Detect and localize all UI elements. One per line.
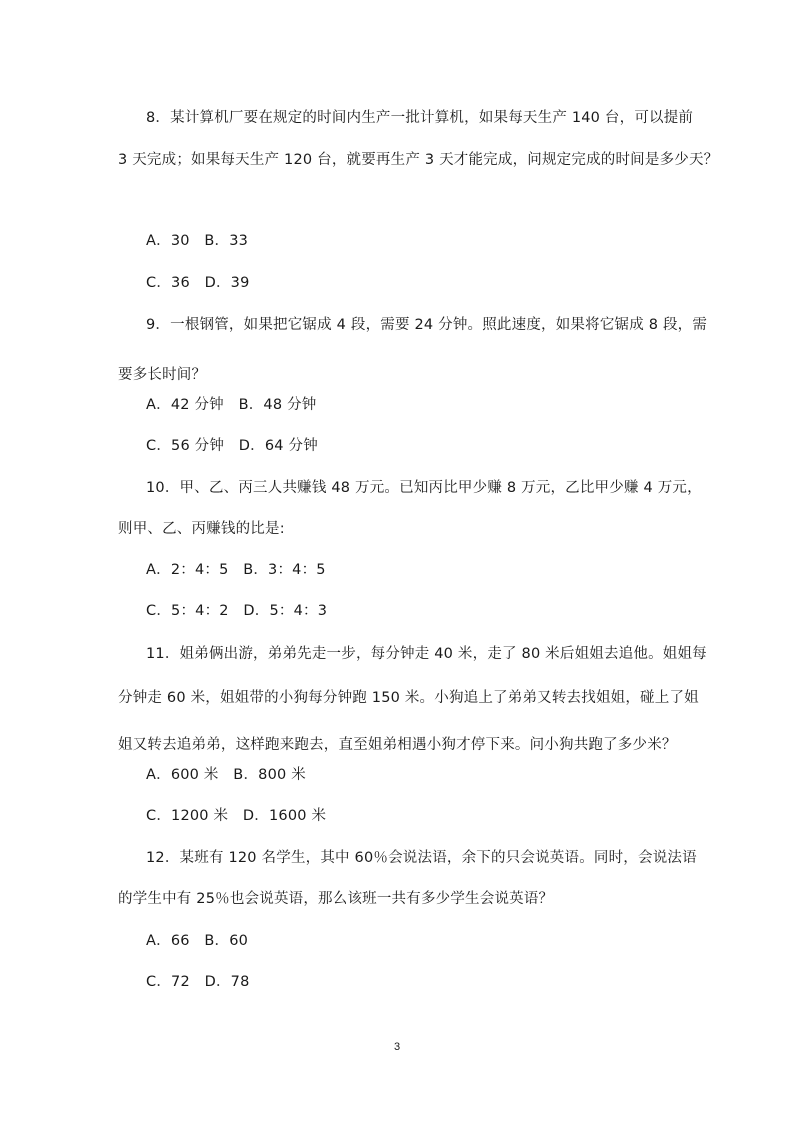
question-8-stem-line-1: 8．某计算机厂要在规定的时间内生产一批计算机，如果每天生产 140 台，可以提前: [146, 110, 694, 126]
question-12-options-row-1: A．66 B．60: [146, 933, 249, 949]
question-12-options-row-2: C．72 D．78: [146, 974, 250, 990]
question-11-stem-line-2: 分钟走 60 米，姐姐带的小狗每分钟跑 150 米。小狗追上了弟弟又转去找姐姐，碰上了姐: [118, 690, 699, 706]
question-8-options-row-2: C．36 D．39: [146, 275, 250, 291]
page-number: 3: [393, 1041, 401, 1053]
question-10-options-row-1: A．2：4：5 B．3：4：5: [146, 562, 326, 578]
question-11-options-row-1: A．600 米 B．800 米: [146, 767, 306, 783]
question-10-options-row-2: C．5：4：2 D．5：4：3: [146, 603, 328, 619]
question-9-options-row-2: C．56 分钟 D．64 分钟: [146, 438, 318, 454]
question-12-stem-line-2: 的学生中有 25％也会说英语，那么该班一共有多少学生会说英语？: [118, 891, 554, 907]
question-8-stem-line-2: 3 天完成；如果每天生产 120 台，就要再生产 3 天才能完成，问规定完成的时间是多少天？: [118, 152, 719, 168]
question-8-options-row-1: A．30 B．33: [146, 233, 249, 249]
question-11-stem-line-3: 姐又转去追弟弟，这样跑来跑去，直至姐弟相遇小狗才停下来。问小狗共跑了多少米？: [118, 737, 677, 753]
question-10-stem-line-1: 10．甲、乙、丙三人共赚钱 48 万元。已知丙比甲少赚 8 万元，乙比甲少赚 4 万元，: [146, 480, 702, 496]
question-9-stem-line-2: 要多长时间？: [118, 367, 207, 383]
question-9-options-row-1: A．42 分钟 B．48 分钟: [146, 397, 317, 413]
question-10-stem-line-2: 则甲、乙、丙赚钱的比是:: [118, 521, 285, 537]
question-12-stem-line-1: 12．某班有 120 名学生，其中 60％会说法语，余下的只会说英语。同时，会说法语: [146, 850, 697, 866]
question-11-stem-line-1: 11．姐弟俩出游，弟弟先走一步，每分钟走 40 米，走了 80 米后姐姐去追他。姐姐每: [146, 646, 707, 662]
question-11-options-row-2: C．1200 米 D．1600 米: [146, 808, 327, 824]
question-9-stem-line-1: 9．一根钢管，如果把它锯成 4 段，需要 24 分钟。照此速度，如果将它锯成 8 段，需: [146, 317, 708, 333]
